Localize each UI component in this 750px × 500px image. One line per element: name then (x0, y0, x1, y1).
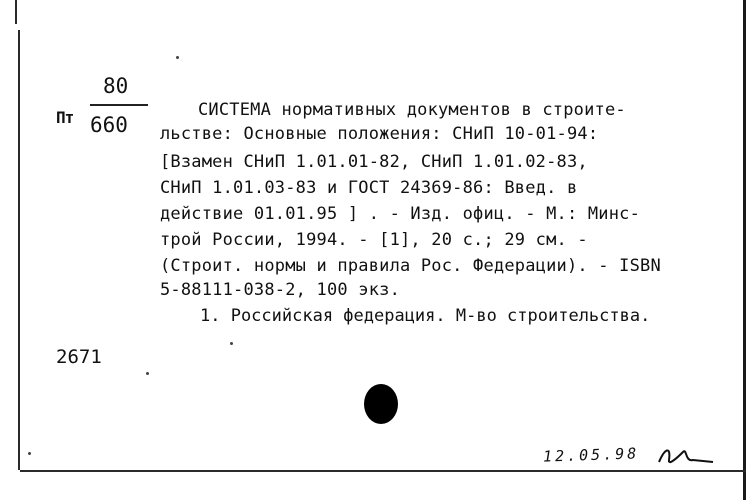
body-line-6: трой России, 1994. - [1], 20 с.; 29 см. - (160, 230, 588, 250)
body-line-7: (Строит. нормы и правила Рос. Федерации). - ISBN (160, 256, 661, 276)
body-line-3: [Взамен СНиП 1.01.01-82, СНиП 1.01.02-83, (160, 152, 588, 172)
handwritten-date: 12.05.98 (542, 444, 640, 466)
shelfmark-prefix: Пт (56, 108, 74, 127)
punched-hole (364, 384, 398, 424)
shelfmark-bottom: 660 (90, 113, 128, 137)
shelfmark-top: 80 (103, 74, 129, 98)
shelfmark-rule (90, 104, 148, 106)
card-border-left-top (15, 0, 17, 24)
body-line-5: действие 01.01.95 ] . - Изд. офиц. - М.: Минс- (160, 204, 641, 224)
body-line-2: льстве: Основные положения: СНиП 10-01-94: (160, 124, 599, 144)
scan-speck (28, 452, 31, 455)
accession-number: 2671 (56, 346, 102, 368)
subject-heading: 1. Российская федерация. М-во строительства. (200, 306, 651, 326)
scan-speck (146, 372, 149, 375)
scan-speck (230, 342, 233, 345)
body-line-8: 5-88111-038-2, 100 экз. (160, 280, 401, 300)
card-border-right (743, 0, 746, 500)
scan-speck (176, 56, 179, 59)
card-border-left (18, 30, 20, 470)
card-border-bottom (20, 470, 746, 472)
handwritten-signature (655, 440, 715, 470)
body-line-4: СНиП 1.01.03-83 и ГОСТ 24369-86: Введ. в (160, 178, 578, 198)
body-line-1: СИСТЕМА нормативных документов в строите- (198, 100, 626, 120)
